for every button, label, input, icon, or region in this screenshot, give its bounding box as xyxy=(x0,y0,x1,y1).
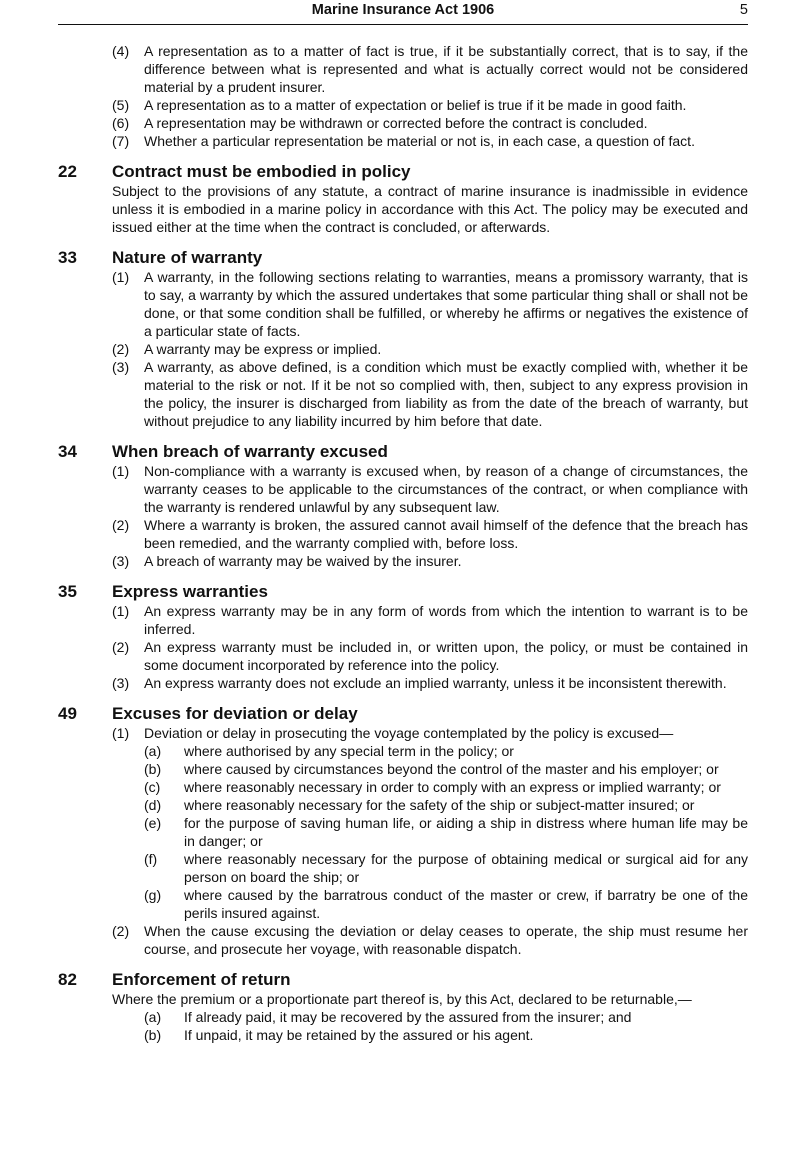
section-82 xyxy=(58,970,748,1044)
subsection-number: (5) xyxy=(112,97,130,113)
section-heading: Contract must be embodied in policy xyxy=(112,162,411,181)
subsection-text: Non-compliance with a warranty is excused when, by reason of a change of circumstances, the warranty ceases to be applicable to the circumstances of the contract, or when compliance with the warranty is rendered unlawful by any subsequent law. xyxy=(144,463,748,515)
subsection-text: A breach of warranty may be waived by the insurer. xyxy=(144,553,462,569)
item-letter: (f) xyxy=(144,851,158,867)
subsection-text: A warranty, in the following sections relating to warranties, means a promissory warranty, that is to say, a warranty by which the assured undertakes that some particular thing shall or shall not be done, or that some condition shall be fulfilled, or whereby he affirms or negatives the existence of a particular state of facts. xyxy=(144,269,748,339)
subsection-number: (1) xyxy=(112,725,130,741)
paragraph-item xyxy=(112,1026,748,1044)
subsection-number: (4) xyxy=(112,43,130,59)
subsection-text: An express warranty must be included in, or written upon, the policy, or must be contained in some document incorporated by reference into the policy. xyxy=(144,639,748,673)
item-text: where reasonably necessary for the safety of the ship or subject-matter insured; or xyxy=(184,797,695,813)
section-heading: Excuses for deviation or delay xyxy=(112,704,358,723)
paragraph-item xyxy=(112,742,748,760)
item-text: where reasonably necessary for the purpose of obtaining medical or surgical aid for any person on board the ship; or xyxy=(184,851,748,885)
document-page xyxy=(58,0,748,1044)
subsection xyxy=(112,358,748,430)
subsection-text: A warranty, as above defined, is a condition which must be exactly complied with, whether it be material to the risk or not. If it be not so complied with, then, subject to any express provision in the policy, the insurer is discharged from liability as from the date of the breach of warranty, but without prejudice to any liability incurred by him before that date. xyxy=(144,359,748,429)
item-text: where reasonably necessary in order to comply with an express or implied warranty; or xyxy=(184,779,721,795)
subsection xyxy=(112,724,748,742)
paragraph-item xyxy=(112,850,748,886)
section-49 xyxy=(58,704,748,958)
subsection-text: An express warranty may be in any form of words from which the intention to warrant is to be inferred. xyxy=(144,603,748,637)
item-letter: (b) xyxy=(144,761,162,777)
section-heading: When breach of warranty excused xyxy=(112,442,388,461)
subsection xyxy=(112,42,748,96)
subsection-text: Whether a particular representation be material or not is, in each case, a question of fact. xyxy=(144,133,695,149)
item-letter: (d) xyxy=(144,797,162,813)
page-header xyxy=(58,0,748,25)
subsection-text: An express warranty does not exclude an implied warranty, unless it be inconsistent therewith. xyxy=(144,675,727,691)
subsection-number: (2) xyxy=(112,517,130,533)
subsection-text: A representation as to a matter of fact is true, if it be substantially correct, that is to say, if the difference between what is represented and what is actually correct would not be considered material by a prudent insurer. xyxy=(144,43,748,95)
item-letter: (a) xyxy=(144,1009,162,1025)
document-title: Marine Insurance Act 1906 xyxy=(311,2,495,18)
section-heading: Enforcement of return xyxy=(112,970,291,989)
section-number: 34 xyxy=(58,442,77,461)
subsection xyxy=(112,132,748,150)
section-number: 49 xyxy=(58,704,77,723)
subsection xyxy=(112,516,748,552)
subsection-number: (1) xyxy=(112,269,130,285)
paragraph-item xyxy=(112,814,748,850)
item-text: If unpaid, it may be retained by the assured or his agent. xyxy=(184,1027,534,1043)
section-body: Subject to the provisions of any statute, a contract of marine insurance is inadmissible in evidence unless it is embodied in a marine policy in accordance with this Act. The policy may be executed and issued either at the time when the contract is concluded, or afterwards. xyxy=(112,183,748,235)
section-number: 22 xyxy=(58,162,77,181)
subsection xyxy=(112,96,748,114)
section-22 xyxy=(58,162,748,236)
section-34 xyxy=(58,442,748,570)
item-text: where caused by circumstances beyond the control of the master and his employer; or xyxy=(184,761,719,777)
paragraph-item xyxy=(112,760,748,778)
section-35 xyxy=(58,582,748,692)
subsection-number: (6) xyxy=(112,115,130,131)
item-letter: (b) xyxy=(144,1027,162,1043)
subsection-text: Deviation or delay in prosecuting the voyage contemplated by the policy is excused— xyxy=(144,725,674,741)
subsection xyxy=(112,268,748,340)
subsection-text: Where a warranty is broken, the assured cannot avail himself of the defence that the breach has been remedied, and the warranty complied with, before loss. xyxy=(144,517,748,551)
paragraph-item xyxy=(112,796,748,814)
subsection xyxy=(112,462,748,516)
subsection-number: (2) xyxy=(112,341,130,357)
item-letter: (e) xyxy=(144,815,162,831)
item-letter: (c) xyxy=(144,779,161,795)
item-text: If already paid, it may be recovered by the assured from the insurer; and xyxy=(184,1009,632,1025)
subsection-text: A representation may be withdrawn or corrected before the contract is concluded. xyxy=(144,115,648,131)
paragraph-item xyxy=(112,1008,748,1026)
section-33 xyxy=(58,248,748,430)
subsection-number: (3) xyxy=(112,553,130,569)
subsection xyxy=(112,674,748,692)
section-number: 82 xyxy=(58,970,77,989)
document-body xyxy=(58,25,748,1044)
subsection xyxy=(112,602,748,638)
section-body: Where the premium or a proportionate part thereof is, by this Act, declared to be returnable,— xyxy=(112,991,692,1007)
subsection xyxy=(112,638,748,674)
subsection-number: (1) xyxy=(112,463,130,479)
item-text: for the purpose of saving human life, or aiding a ship in distress where human life may be in danger; or xyxy=(184,815,748,849)
page-number: 5 xyxy=(739,2,748,18)
subsection-text: A warranty may be express or implied. xyxy=(144,341,382,357)
subsection-number: (3) xyxy=(112,675,130,691)
item-text: where authorised by any special term in the policy; or xyxy=(184,743,514,759)
section-heading: Nature of warranty xyxy=(112,248,263,267)
section-continuation xyxy=(58,42,748,150)
subsection-number: (3) xyxy=(112,359,130,375)
section-number: 33 xyxy=(58,248,77,267)
subsection-text: A representation as to a matter of expectation or belief is true if it be made in good faith. xyxy=(144,97,687,113)
item-letter: (g) xyxy=(144,887,162,903)
paragraph-item xyxy=(112,886,748,922)
subsection-number: (2) xyxy=(112,639,130,655)
section-number: 35 xyxy=(58,582,77,601)
subsection xyxy=(112,340,748,358)
item-letter: (a) xyxy=(144,743,162,759)
subsection-number: (1) xyxy=(112,603,130,619)
section-heading: Express warranties xyxy=(112,582,268,601)
subsection xyxy=(112,552,748,570)
subsection-text: When the cause excusing the deviation or delay ceases to operate, the ship must resume her course, and prosecute her voyage, with reasonable dispatch. xyxy=(144,923,748,957)
paragraph-item xyxy=(112,778,748,796)
item-text: where caused by the barratrous conduct of the master or crew, if barratry be one of the perils insured against. xyxy=(184,887,748,921)
subsection xyxy=(112,922,748,958)
subsection xyxy=(112,114,748,132)
subsection-number: (2) xyxy=(112,923,130,939)
subsection-number: (7) xyxy=(112,133,130,149)
